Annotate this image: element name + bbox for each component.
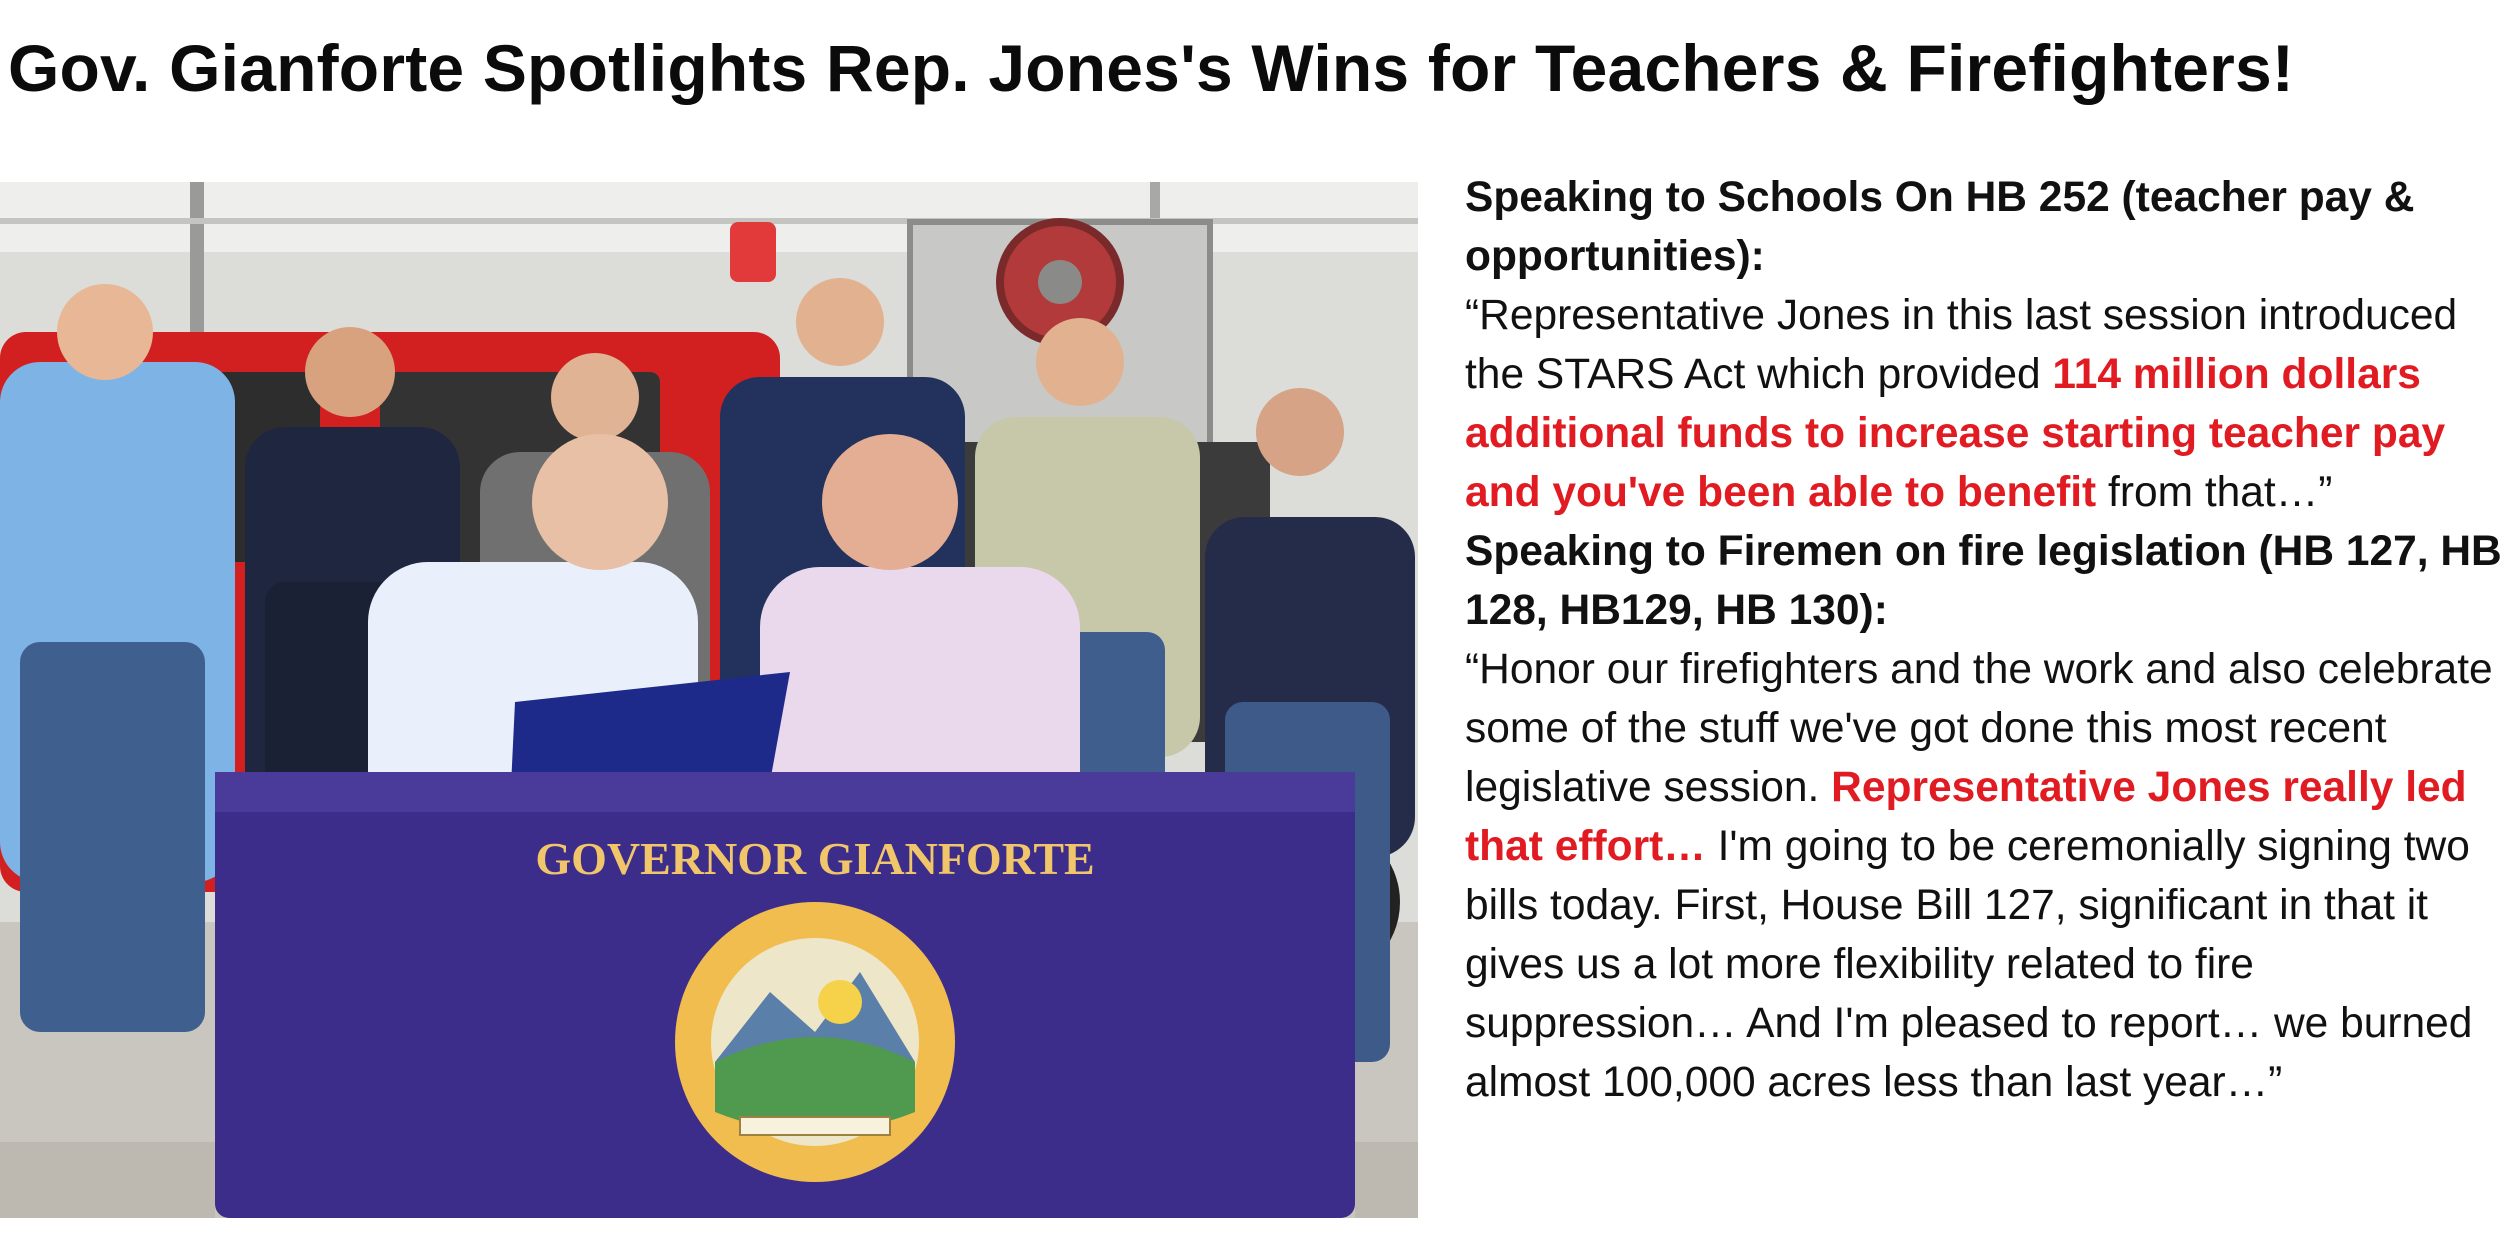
quotes-column (1465, 168, 2515, 1112)
firemen-quote (1465, 640, 2515, 1112)
firemen-quote-highlight: Representative Jones really led that effort… (1465, 764, 2467, 870)
schools-quote-start: “Representative Jones in this last session introduced the STARS Act which provided (1465, 292, 2458, 398)
signing-photo (0, 182, 1418, 1218)
schools-quote (1465, 286, 2515, 522)
state-seal-icon (675, 902, 955, 1182)
signing-photo-illustration (0, 182, 1418, 1218)
firemen-quote-start: “Honor our firefighters and the work and also celebrate some of the stuff we've got done this most recent legislative session. (1465, 646, 2493, 811)
schools-quote-end: from that…” (2096, 469, 2333, 516)
page-title: Gov. Gianforte Spotlights Rep. Jones's Wins for Teachers & Firefighters! (8, 31, 2295, 105)
schools-quote-highlight: 114 million dollars additional funds to increase starting teacher pay and you've been able to benefit (1465, 351, 2446, 516)
firemen-heading: Speaking to Firemen on fire legislation (HB 127, HB 128, HB129, HB 130): (1465, 528, 2502, 634)
firemen-quote-end: I'm going to be ceremonially signing two bills today. First, House Bill 127, significant in that it gives us a lot more flexibility related to fire suppression… And I'm pleased to report… we burned almost 100,000 acres less than last year…” (1465, 823, 2473, 1106)
banner-text: GOVERNOR GIANFORTE (535, 833, 1095, 884)
schools-heading: Speaking to Schools On HB 252 (teacher pay & opportunities): (1465, 174, 2415, 280)
